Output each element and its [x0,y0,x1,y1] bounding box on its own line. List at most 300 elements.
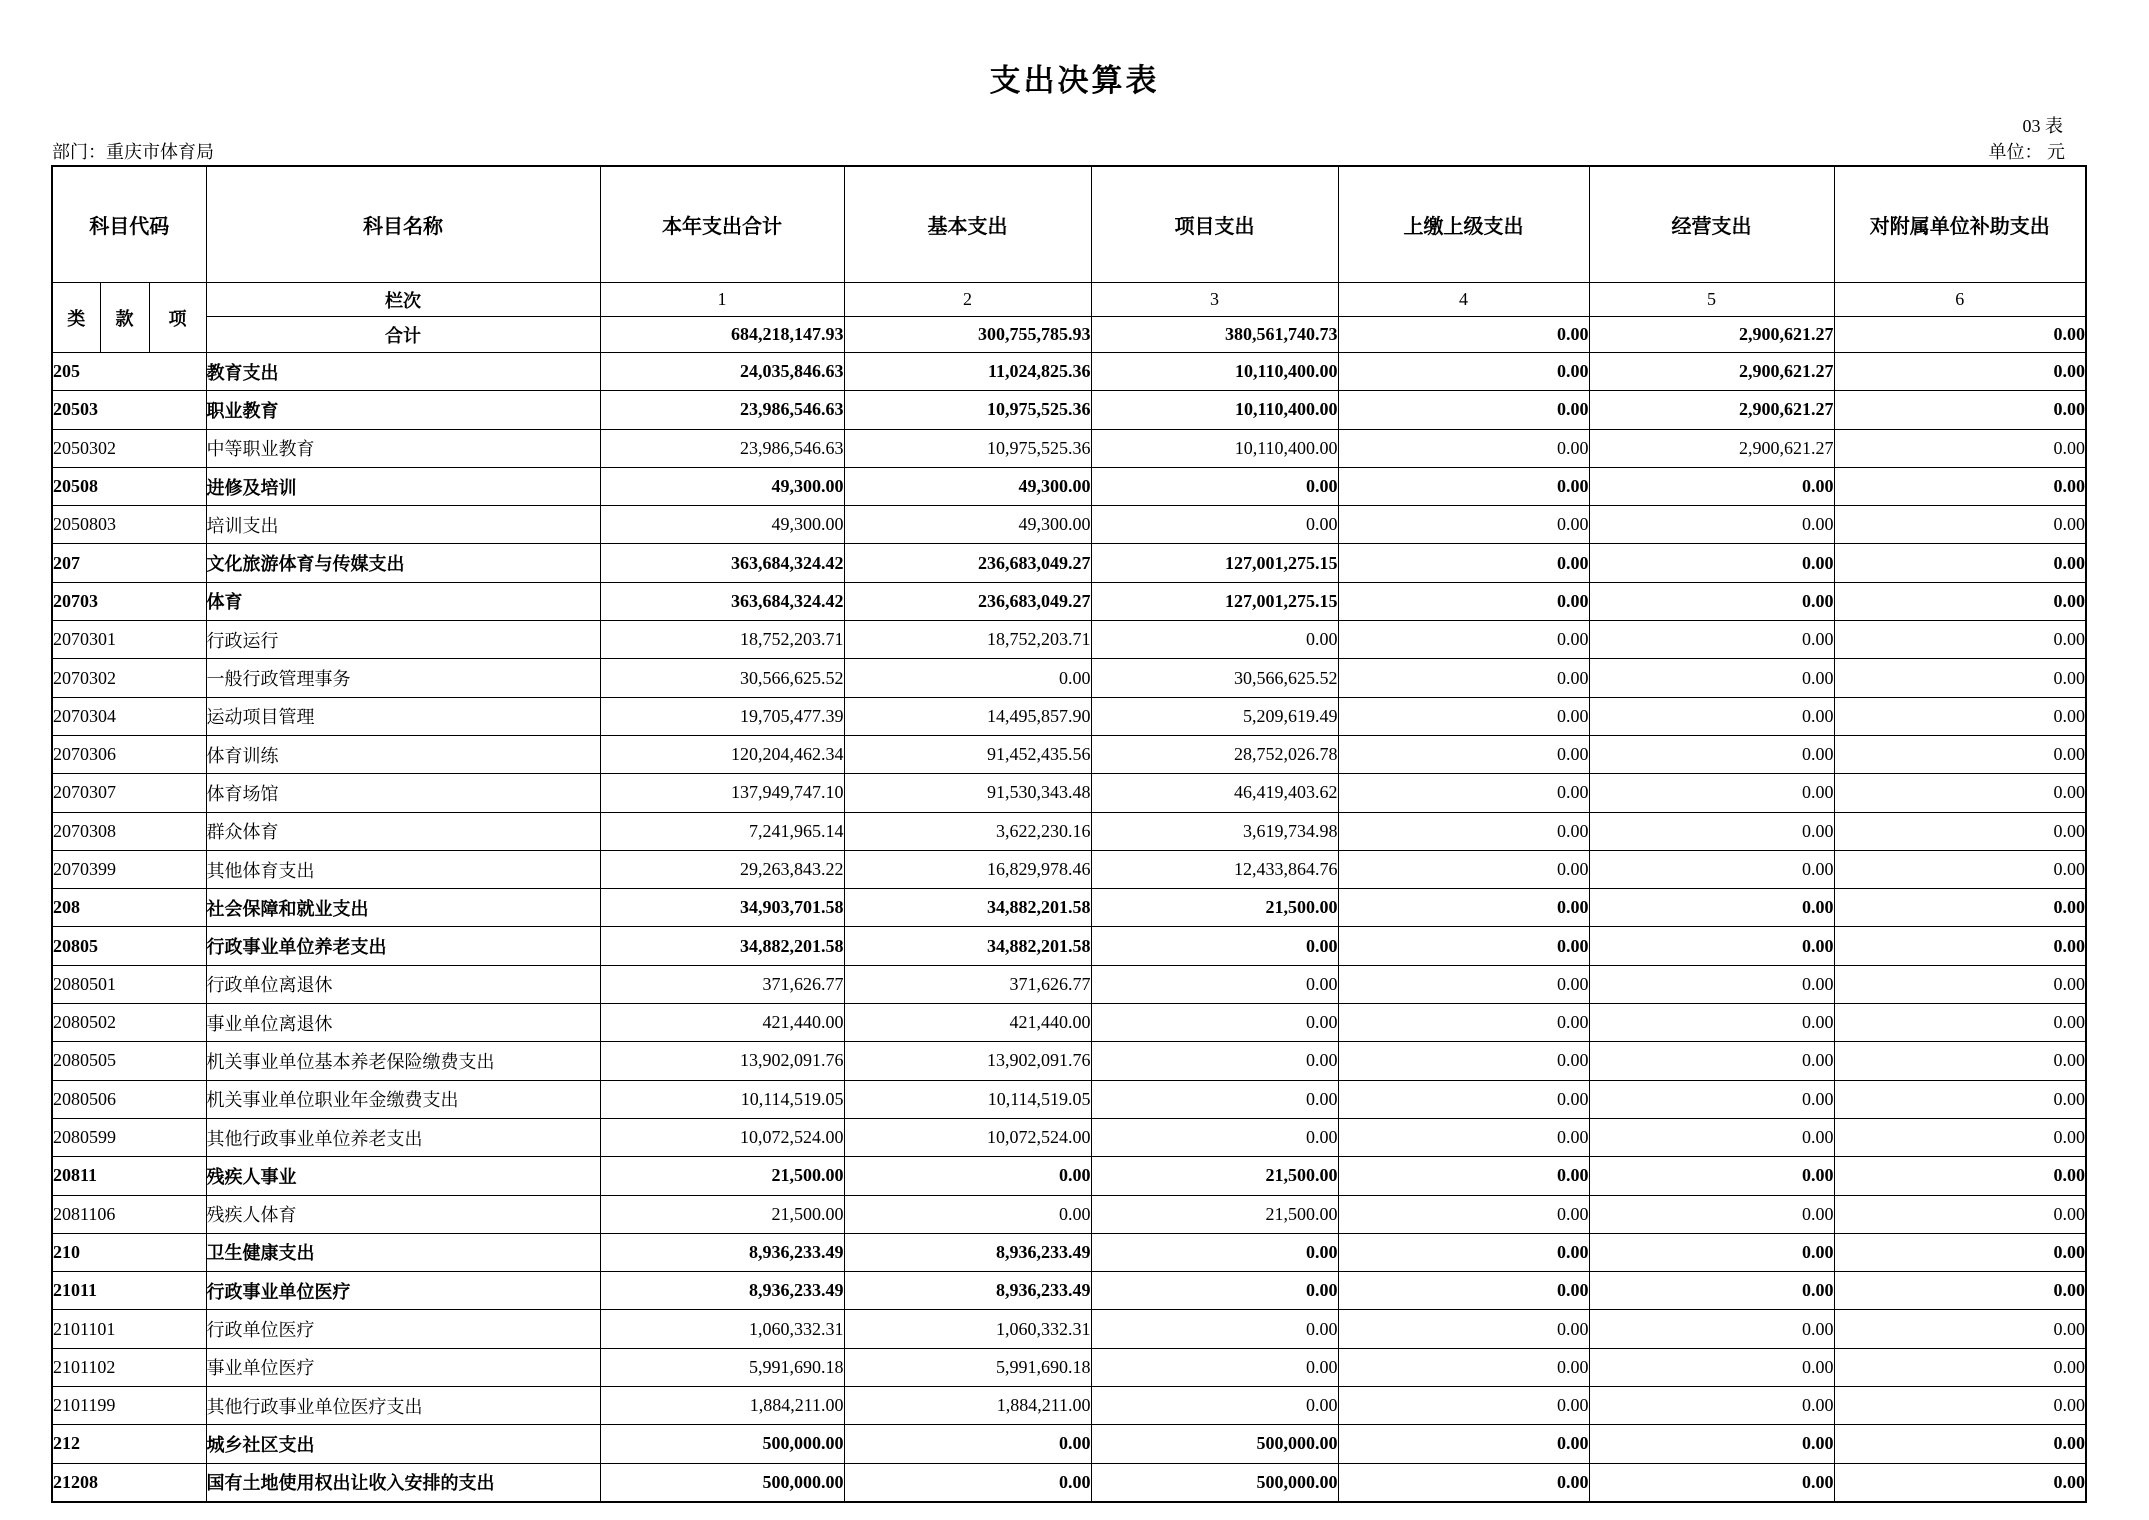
table-row [52,735,2086,773]
total-amount: 684,218,147.93 [600,317,844,353]
amount-cell: 0.00 [844,1425,1091,1463]
amount-cell: 0.00 [1589,1004,1834,1042]
amount-cell: 0.00 [1338,1080,1589,1118]
amount-cell: 10,072,524.00 [600,1118,844,1156]
amount-cell: 0.00 [1338,353,1589,391]
amount-cell: 0.00 [1589,774,1834,812]
amount-cell: 2,900,621.27 [1589,429,1834,467]
subject-code: 2101199 [52,1387,206,1425]
subject-name: 行政运行 [206,621,600,659]
amount-cell: 0.00 [1834,621,2086,659]
amount-cell: 0.00 [1338,1195,1589,1233]
amount-cell: 127,001,275.15 [1091,582,1338,620]
amount-cell: 0.00 [844,659,1091,697]
table-head [52,166,2086,353]
subject-code: 20508 [52,467,206,505]
table-row [52,1157,2086,1195]
amount-cell: 0.00 [1834,965,2086,1003]
amount-cell: 120,204,462.34 [600,735,844,773]
amount-cell: 2,900,621.27 [1589,353,1834,391]
subject-name: 职业教育 [206,391,600,429]
amount-cell: 0.00 [1338,1425,1589,1463]
amount-cell: 0.00 [1834,1004,2086,1042]
amount-cell: 0.00 [1834,927,2086,965]
subject-code: 2080501 [52,965,206,1003]
subject-name: 中等职业教育 [206,429,600,467]
total-label: 合计 [206,317,600,353]
amount-cell: 363,684,324.42 [600,582,844,620]
subject-code: 2101101 [52,1310,206,1348]
amount-cell: 0.00 [1589,1310,1834,1348]
table-row [52,1004,2086,1042]
subject-name: 残疾人体育 [206,1195,600,1233]
subject-code: 2080502 [52,1004,206,1042]
amount-cell: 0.00 [1589,889,1834,927]
table-row [52,544,2086,582]
amount-cell: 19,705,477.39 [600,697,844,735]
subject-name: 其他行政事业单位医疗支出 [206,1387,600,1425]
amount-cell: 0.00 [1834,1425,2086,1463]
subject-code: 2050803 [52,506,206,544]
amount-cell: 371,626.77 [844,965,1091,1003]
amount-cell: 2,900,621.27 [1589,391,1834,429]
subject-code: 2070304 [52,697,206,735]
subject-name: 行政事业单位医疗 [206,1272,600,1310]
table-row [52,1348,2086,1386]
amount-cell: 16,829,978.46 [844,850,1091,888]
subject-name: 事业单位离退休 [206,1004,600,1042]
subject-name: 事业单位医疗 [206,1348,600,1386]
subject-name: 行政单位医疗 [206,1310,600,1348]
header-column: 上缴上级支出 [1338,166,1589,283]
amount-cell: 0.00 [1834,889,2086,927]
amount-cell: 421,440.00 [600,1004,844,1042]
column-index: 1 [600,283,844,317]
subject-name: 培训支出 [206,506,600,544]
amount-cell: 49,300.00 [844,506,1091,544]
column-index: 3 [1091,283,1338,317]
column-index: 5 [1589,283,1834,317]
header-column: 对附属单位补助支出 [1834,166,2086,283]
amount-cell: 0.00 [1091,1080,1338,1118]
amount-cell: 0.00 [1834,582,2086,620]
subject-name: 机关事业单位基本养老保险缴费支出 [206,1042,600,1080]
amount-cell: 0.00 [1338,659,1589,697]
amount-cell: 0.00 [844,1157,1091,1195]
total-amount: 380,561,740.73 [1091,317,1338,353]
amount-cell: 0.00 [1589,1157,1834,1195]
amount-cell: 5,991,690.18 [844,1348,1091,1386]
amount-cell: 0.00 [1338,735,1589,773]
amount-cell: 3,622,230.16 [844,812,1091,850]
amount-cell: 500,000.00 [1091,1425,1338,1463]
amount-cell: 0.00 [1589,582,1834,620]
amount-cell: 0.00 [1091,927,1338,965]
department-label: 部门：重庆市体育局 [52,142,214,162]
amount-cell: 0.00 [1338,965,1589,1003]
subject-name: 城乡社区支出 [206,1425,600,1463]
table-row [52,582,2086,620]
amount-cell: 29,263,843.22 [600,850,844,888]
column-index: 4 [1338,283,1589,317]
amount-cell: 0.00 [1834,697,2086,735]
amount-cell: 236,683,049.27 [844,582,1091,620]
amount-cell: 0.00 [1338,850,1589,888]
amount-cell: 0.00 [1338,1157,1589,1195]
subject-name: 其他体育支出 [206,850,600,888]
amount-cell: 18,752,203.71 [600,621,844,659]
amount-cell: 0.00 [1589,1425,1834,1463]
amount-cell: 0.00 [1091,621,1338,659]
subject-code: 207 [52,544,206,582]
amount-cell: 21,500.00 [600,1157,844,1195]
amount-cell: 12,433,864.76 [1091,850,1338,888]
amount-cell: 0.00 [1834,1310,2086,1348]
subject-name: 文化旅游体育与传媒支出 [206,544,600,582]
amount-cell: 0.00 [1338,1463,1589,1502]
amount-cell: 0.00 [1834,1387,2086,1425]
amount-cell: 127,001,275.15 [1091,544,1338,582]
amount-cell: 34,882,201.58 [600,927,844,965]
amount-cell: 0.00 [1834,774,2086,812]
amount-cell: 0.00 [1338,621,1589,659]
code-subcolumn-item: 项 [149,283,206,353]
amount-cell: 0.00 [1091,1387,1338,1425]
subject-code: 2070307 [52,774,206,812]
table-row [52,1387,2086,1425]
subject-code: 20805 [52,927,206,965]
code-subcolumn-section: 款 [100,283,149,353]
amount-cell: 1,060,332.31 [844,1310,1091,1348]
subject-code: 2070399 [52,850,206,888]
amount-cell: 3,619,734.98 [1091,812,1338,850]
subject-code: 2080599 [52,1118,206,1156]
amount-cell: 0.00 [1589,1387,1834,1425]
table-row [52,353,2086,391]
amount-cell: 18,752,203.71 [844,621,1091,659]
subject-code: 2101102 [52,1348,206,1386]
amount-cell: 0.00 [1834,1463,2086,1502]
subject-code: 2081106 [52,1195,206,1233]
total-amount: 0.00 [1834,317,2086,353]
amount-cell: 23,986,546.63 [600,391,844,429]
subject-name: 运动项目管理 [206,697,600,735]
subject-name: 进修及培训 [206,467,600,505]
subject-name: 国有土地使用权出让收入安排的支出 [206,1463,600,1502]
expenditure-table [51,165,2087,1503]
amount-cell: 0.00 [1091,1310,1338,1348]
amount-cell: 0.00 [1834,391,2086,429]
amount-cell: 0.00 [1589,1042,1834,1080]
subject-code: 2080505 [52,1042,206,1080]
amount-cell: 0.00 [1091,467,1338,505]
amount-cell: 500,000.00 [600,1425,844,1463]
table-row [52,1233,2086,1271]
amount-cell: 500,000.00 [1091,1463,1338,1502]
subject-name: 体育场馆 [206,774,600,812]
subject-name: 体育训练 [206,735,600,773]
subject-code: 20811 [52,1157,206,1195]
amount-cell: 0.00 [1091,1233,1338,1271]
amount-cell: 0.00 [1589,1118,1834,1156]
table-row [52,659,2086,697]
amount-cell: 10,975,525.36 [844,391,1091,429]
total-amount: 2,900,621.27 [1589,317,1834,353]
amount-cell: 11,024,825.36 [844,353,1091,391]
amount-cell: 0.00 [1338,697,1589,735]
amount-cell: 0.00 [1834,735,2086,773]
amount-cell: 13,902,091.76 [600,1042,844,1080]
amount-cell: 0.00 [1338,1387,1589,1425]
amount-cell: 0.00 [1834,1157,2086,1195]
amount-cell: 5,991,690.18 [600,1348,844,1386]
amount-cell: 500,000.00 [600,1463,844,1502]
subject-code: 2070308 [52,812,206,850]
table-row [52,1195,2086,1233]
amount-cell: 0.00 [844,1195,1091,1233]
subject-code: 20703 [52,582,206,620]
unit-label: 单位： 元 [1988,142,2065,162]
amount-cell: 0.00 [1338,582,1589,620]
table-row [52,1310,2086,1348]
amount-cell: 0.00 [1338,429,1589,467]
table-row [52,850,2086,888]
header-column: 经营支出 [1589,166,1834,283]
subject-name: 一般行政管理事务 [206,659,600,697]
amount-cell: 10,114,519.05 [600,1080,844,1118]
subject-code: 212 [52,1425,206,1463]
amount-cell: 49,300.00 [600,467,844,505]
amount-cell: 0.00 [1589,1233,1834,1271]
amount-cell: 91,452,435.56 [844,735,1091,773]
amount-cell: 49,300.00 [844,467,1091,505]
amount-cell: 46,419,403.62 [1091,774,1338,812]
amount-cell: 0.00 [1834,1080,2086,1118]
amount-cell: 0.00 [1091,1118,1338,1156]
table-row [52,391,2086,429]
lanci-label: 栏次 [206,283,600,317]
amount-cell: 0.00 [1834,467,2086,505]
amount-cell: 10,975,525.36 [844,429,1091,467]
table-row [52,1080,2086,1118]
header-column: 基本支出 [844,166,1091,283]
amount-cell: 0.00 [1834,353,2086,391]
header-subject-name: 科目名称 [206,166,600,283]
amount-cell: 0.00 [1834,544,2086,582]
amount-cell: 0.00 [1834,659,2086,697]
amount-cell: 0.00 [1834,1118,2086,1156]
amount-cell: 10,114,519.05 [844,1080,1091,1118]
form-number: 03 表 [2022,116,2063,136]
amount-cell: 0.00 [1589,1272,1834,1310]
amount-cell: 0.00 [1589,1195,1834,1233]
amount-cell: 0.00 [1589,697,1834,735]
amount-cell: 1,884,211.00 [600,1387,844,1425]
amount-cell: 24,035,846.63 [600,353,844,391]
amount-cell: 23,986,546.63 [600,429,844,467]
amount-cell: 8,936,233.49 [844,1272,1091,1310]
amount-cell: 8,936,233.49 [600,1233,844,1271]
amount-cell: 91,530,343.48 [844,774,1091,812]
amount-cell: 34,882,201.58 [844,927,1091,965]
amount-cell: 1,884,211.00 [844,1387,1091,1425]
table-row [52,889,2086,927]
amount-cell: 0.00 [1589,506,1834,544]
subject-code: 20503 [52,391,206,429]
subject-code: 21208 [52,1463,206,1502]
amount-cell: 21,500.00 [1091,1157,1338,1195]
amount-cell: 0.00 [1338,1118,1589,1156]
header-row [52,166,2086,283]
amount-cell: 421,440.00 [844,1004,1091,1042]
subject-name: 机关事业单位职业年金缴费支出 [206,1080,600,1118]
amount-cell: 0.00 [1338,391,1589,429]
column-index-row [52,283,2086,317]
amount-cell: 0.00 [1834,1042,2086,1080]
amount-cell: 34,903,701.58 [600,889,844,927]
amount-cell: 0.00 [844,1463,1091,1502]
amount-cell: 0.00 [1091,1004,1338,1042]
subject-name: 社会保障和就业支出 [206,889,600,927]
amount-cell: 1,060,332.31 [600,1310,844,1348]
amount-cell: 0.00 [1338,1310,1589,1348]
table-row [52,1042,2086,1080]
amount-cell: 0.00 [1091,1348,1338,1386]
amount-cell: 5,209,619.49 [1091,697,1338,735]
table-row [52,506,2086,544]
amount-cell: 28,752,026.78 [1091,735,1338,773]
amount-cell: 0.00 [1589,621,1834,659]
amount-cell: 0.00 [1338,1004,1589,1042]
subject-name: 行政单位离退休 [206,965,600,1003]
subject-code: 2070306 [52,735,206,773]
amount-cell: 21,500.00 [600,1195,844,1233]
amount-cell: 0.00 [1338,812,1589,850]
subject-name: 其他行政事业单位养老支出 [206,1118,600,1156]
amount-cell: 0.00 [1338,467,1589,505]
amount-cell: 13,902,091.76 [844,1042,1091,1080]
amount-cell: 371,626.77 [600,965,844,1003]
amount-cell: 0.00 [1589,544,1834,582]
amount-cell: 21,500.00 [1091,889,1338,927]
amount-cell: 0.00 [1589,927,1834,965]
amount-cell: 0.00 [1091,1042,1338,1080]
amount-cell: 10,072,524.00 [844,1118,1091,1156]
subject-code: 205 [52,353,206,391]
amount-cell: 8,936,233.49 [844,1233,1091,1271]
amount-cell: 0.00 [1589,965,1834,1003]
amount-cell: 10,110,400.00 [1091,391,1338,429]
amount-cell: 34,882,201.58 [844,889,1091,927]
amount-cell: 14,495,857.90 [844,697,1091,735]
amount-cell: 0.00 [1589,1463,1834,1502]
amount-cell: 0.00 [1834,1195,2086,1233]
header-column: 项目支出 [1091,166,1338,283]
amount-cell: 0.00 [1834,506,2086,544]
table-row [52,1272,2086,1310]
amount-cell: 0.00 [1834,1272,2086,1310]
column-index: 2 [844,283,1091,317]
subject-code: 2070301 [52,621,206,659]
amount-cell: 363,684,324.42 [600,544,844,582]
amount-cell: 0.00 [1834,812,2086,850]
amount-cell: 0.00 [1091,506,1338,544]
amount-cell: 0.00 [1091,965,1338,1003]
subject-code: 2080506 [52,1080,206,1118]
amount-cell: 0.00 [1338,506,1589,544]
subject-code: 2050302 [52,429,206,467]
amount-cell: 236,683,049.27 [844,544,1091,582]
subject-code: 2070302 [52,659,206,697]
table-row [52,812,2086,850]
subject-name: 残疾人事业 [206,1157,600,1195]
amount-cell: 0.00 [1589,1080,1834,1118]
amount-cell: 0.00 [1834,1233,2086,1271]
subject-code: 21011 [52,1272,206,1310]
amount-cell: 137,949,747.10 [600,774,844,812]
amount-cell: 0.00 [1338,1042,1589,1080]
amount-cell: 10,110,400.00 [1091,429,1338,467]
amount-cell: 30,566,625.52 [600,659,844,697]
table-row [52,1463,2086,1502]
table-row [52,429,2086,467]
amount-cell: 0.00 [1589,812,1834,850]
header-column: 本年支出合计 [600,166,844,283]
amount-cell: 0.00 [1834,429,2086,467]
table-row [52,965,2086,1003]
amount-cell: 0.00 [1338,1233,1589,1271]
amount-cell: 10,110,400.00 [1091,353,1338,391]
subject-name: 体育 [206,582,600,620]
subject-name: 教育支出 [206,353,600,391]
table-row [52,621,2086,659]
amount-cell: 0.00 [1589,735,1834,773]
code-subcolumn-class: 类 [52,283,100,353]
table-body [52,353,2086,1502]
subject-name: 群众体育 [206,812,600,850]
amount-cell: 7,241,965.14 [600,812,844,850]
amount-cell: 0.00 [1338,774,1589,812]
header-subject-code: 科目代码 [52,166,206,283]
table-row [52,774,2086,812]
subject-code: 210 [52,1233,206,1271]
table-row [52,1118,2086,1156]
column-index: 6 [1834,283,2086,317]
amount-cell: 0.00 [1834,1348,2086,1386]
amount-cell: 0.00 [1091,1272,1338,1310]
amount-cell: 49,300.00 [600,506,844,544]
table-row [52,697,2086,735]
amount-cell: 0.00 [1338,1348,1589,1386]
amount-cell: 0.00 [1338,1272,1589,1310]
subject-name: 行政事业单位养老支出 [206,927,600,965]
total-amount: 0.00 [1338,317,1589,353]
amount-cell: 0.00 [1589,1348,1834,1386]
amount-cell: 30,566,625.52 [1091,659,1338,697]
table-row [52,467,2086,505]
amount-cell: 0.00 [1338,927,1589,965]
amount-cell: 0.00 [1589,659,1834,697]
total-row [52,317,2086,353]
table-row [52,1425,2086,1463]
subject-name: 卫生健康支出 [206,1233,600,1271]
total-amount: 300,755,785.93 [844,317,1091,353]
page-title: 支出决算表 [989,63,1160,98]
amount-cell: 8,936,233.49 [600,1272,844,1310]
amount-cell: 0.00 [1589,467,1834,505]
amount-cell: 0.00 [1589,850,1834,888]
amount-cell: 0.00 [1338,544,1589,582]
